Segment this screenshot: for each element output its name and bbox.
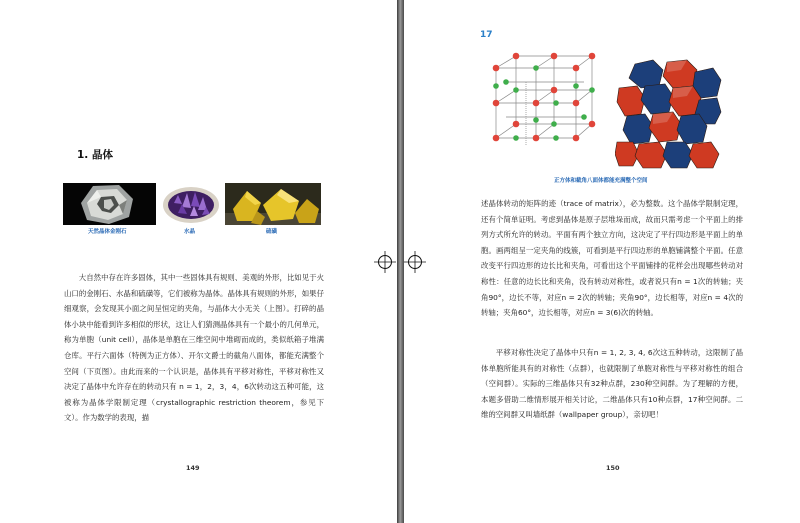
registration-crosshair-icon xyxy=(374,251,396,273)
sulfur-photo xyxy=(225,183,321,225)
right-paragraph-2: 平移对称性决定了晶体中只有n = 1, 2, 3, 4, 6次这五种转动，这限制了晶体单胞所能具有的对称性（点群），也就限制了单胞对称性与平移对称性的组合（空间群）。实际的三维晶体只有32种点群，230种空间群。为了理解的方便，本题多借助二维情形展开相关讨论，二维晶体只有10种点群，17种空间群。二维的空间群又叫墙纸群（wallpaper group），亲切吧！ xyxy=(481,348,743,420)
amethyst-photo xyxy=(160,183,222,225)
page-number-left: 149 xyxy=(186,464,200,472)
amethyst-caption: 水晶 xyxy=(184,229,196,235)
sulfur-caption: 硫磺 xyxy=(266,229,278,235)
chapter-number: 17 xyxy=(480,30,493,40)
book-gutter xyxy=(397,0,404,523)
left-paragraph: 大自然中存在许多固体，其中一些固体具有规则、美观的外形，比如见于火山口的金刚石、水晶和硫磺等，它们被称为晶体。晶体具有规则的外形，如果仔细观察，会发现其小面之间呈恒定的夹角，与晶体大小无关（上图）。打碎的晶体小块中能看到许多相似的形状，这让人们猜测晶体具有一个最小的几何单元，称为单胞（unit cell），晶体是单胞在三维空间中堆砌而成的，类似纸箱子堆满仓库。平行六面体（特例为正方体）、开尔文爵士的截角八面体，都能充满整个空间（下页图）。由此而来的一个认识是，晶体具有平移对称性，平移对称性又决定了晶体中允许存在的转动只有 n = 1，2，3，4，6次转动这五种可能，这被称为晶体学限制定理（crystallographic restriction theorem，参见下文）。作为数学的表现，描 xyxy=(64,273,324,423)
section-heading: 1. 晶体 xyxy=(77,149,113,161)
diamond-photo xyxy=(63,183,156,225)
left-page xyxy=(0,0,397,523)
registration-crosshair-icon xyxy=(404,251,426,273)
right-page xyxy=(404,0,800,523)
figure-caption: 正方体和截角八面体都能充满整个空间 xyxy=(554,178,648,184)
right-paragraph-1: 述晶体转动的矩阵的迹（trace of matrix），必为整数。这个晶体学限制定理，还有个简单证明。考虑到晶体是原子层堆垛而成，故而只需考虑一个平面上的排列方式所允许的转动。平面有两个独立方向，这决定了平行四边形是平面上的单胞。画两组呈一定夹角的线簇，可看到是平行四边形的单胞铺满整个平面。任意改变平行四边形的边长比和夹角，可看出这个平面铺排的花样会出现哪些转动对称性：任意的边长比和夹角，没有转动对称性，或者说只有n = 1次的转轴；夹角90°，边长不等，对应n = 2次的转轴；夹角90°，边长相等，对应n = 4次的转轴；夹角60°，边长相等，对应n = 3(6)次的转轴。 xyxy=(481,199,743,318)
diamond-caption: 天然晶体金刚石 xyxy=(88,229,127,235)
page-number-right: 150 xyxy=(606,464,620,472)
cubic-lattice-diagram xyxy=(484,52,596,162)
truncated-octahedron-packing xyxy=(615,58,723,170)
